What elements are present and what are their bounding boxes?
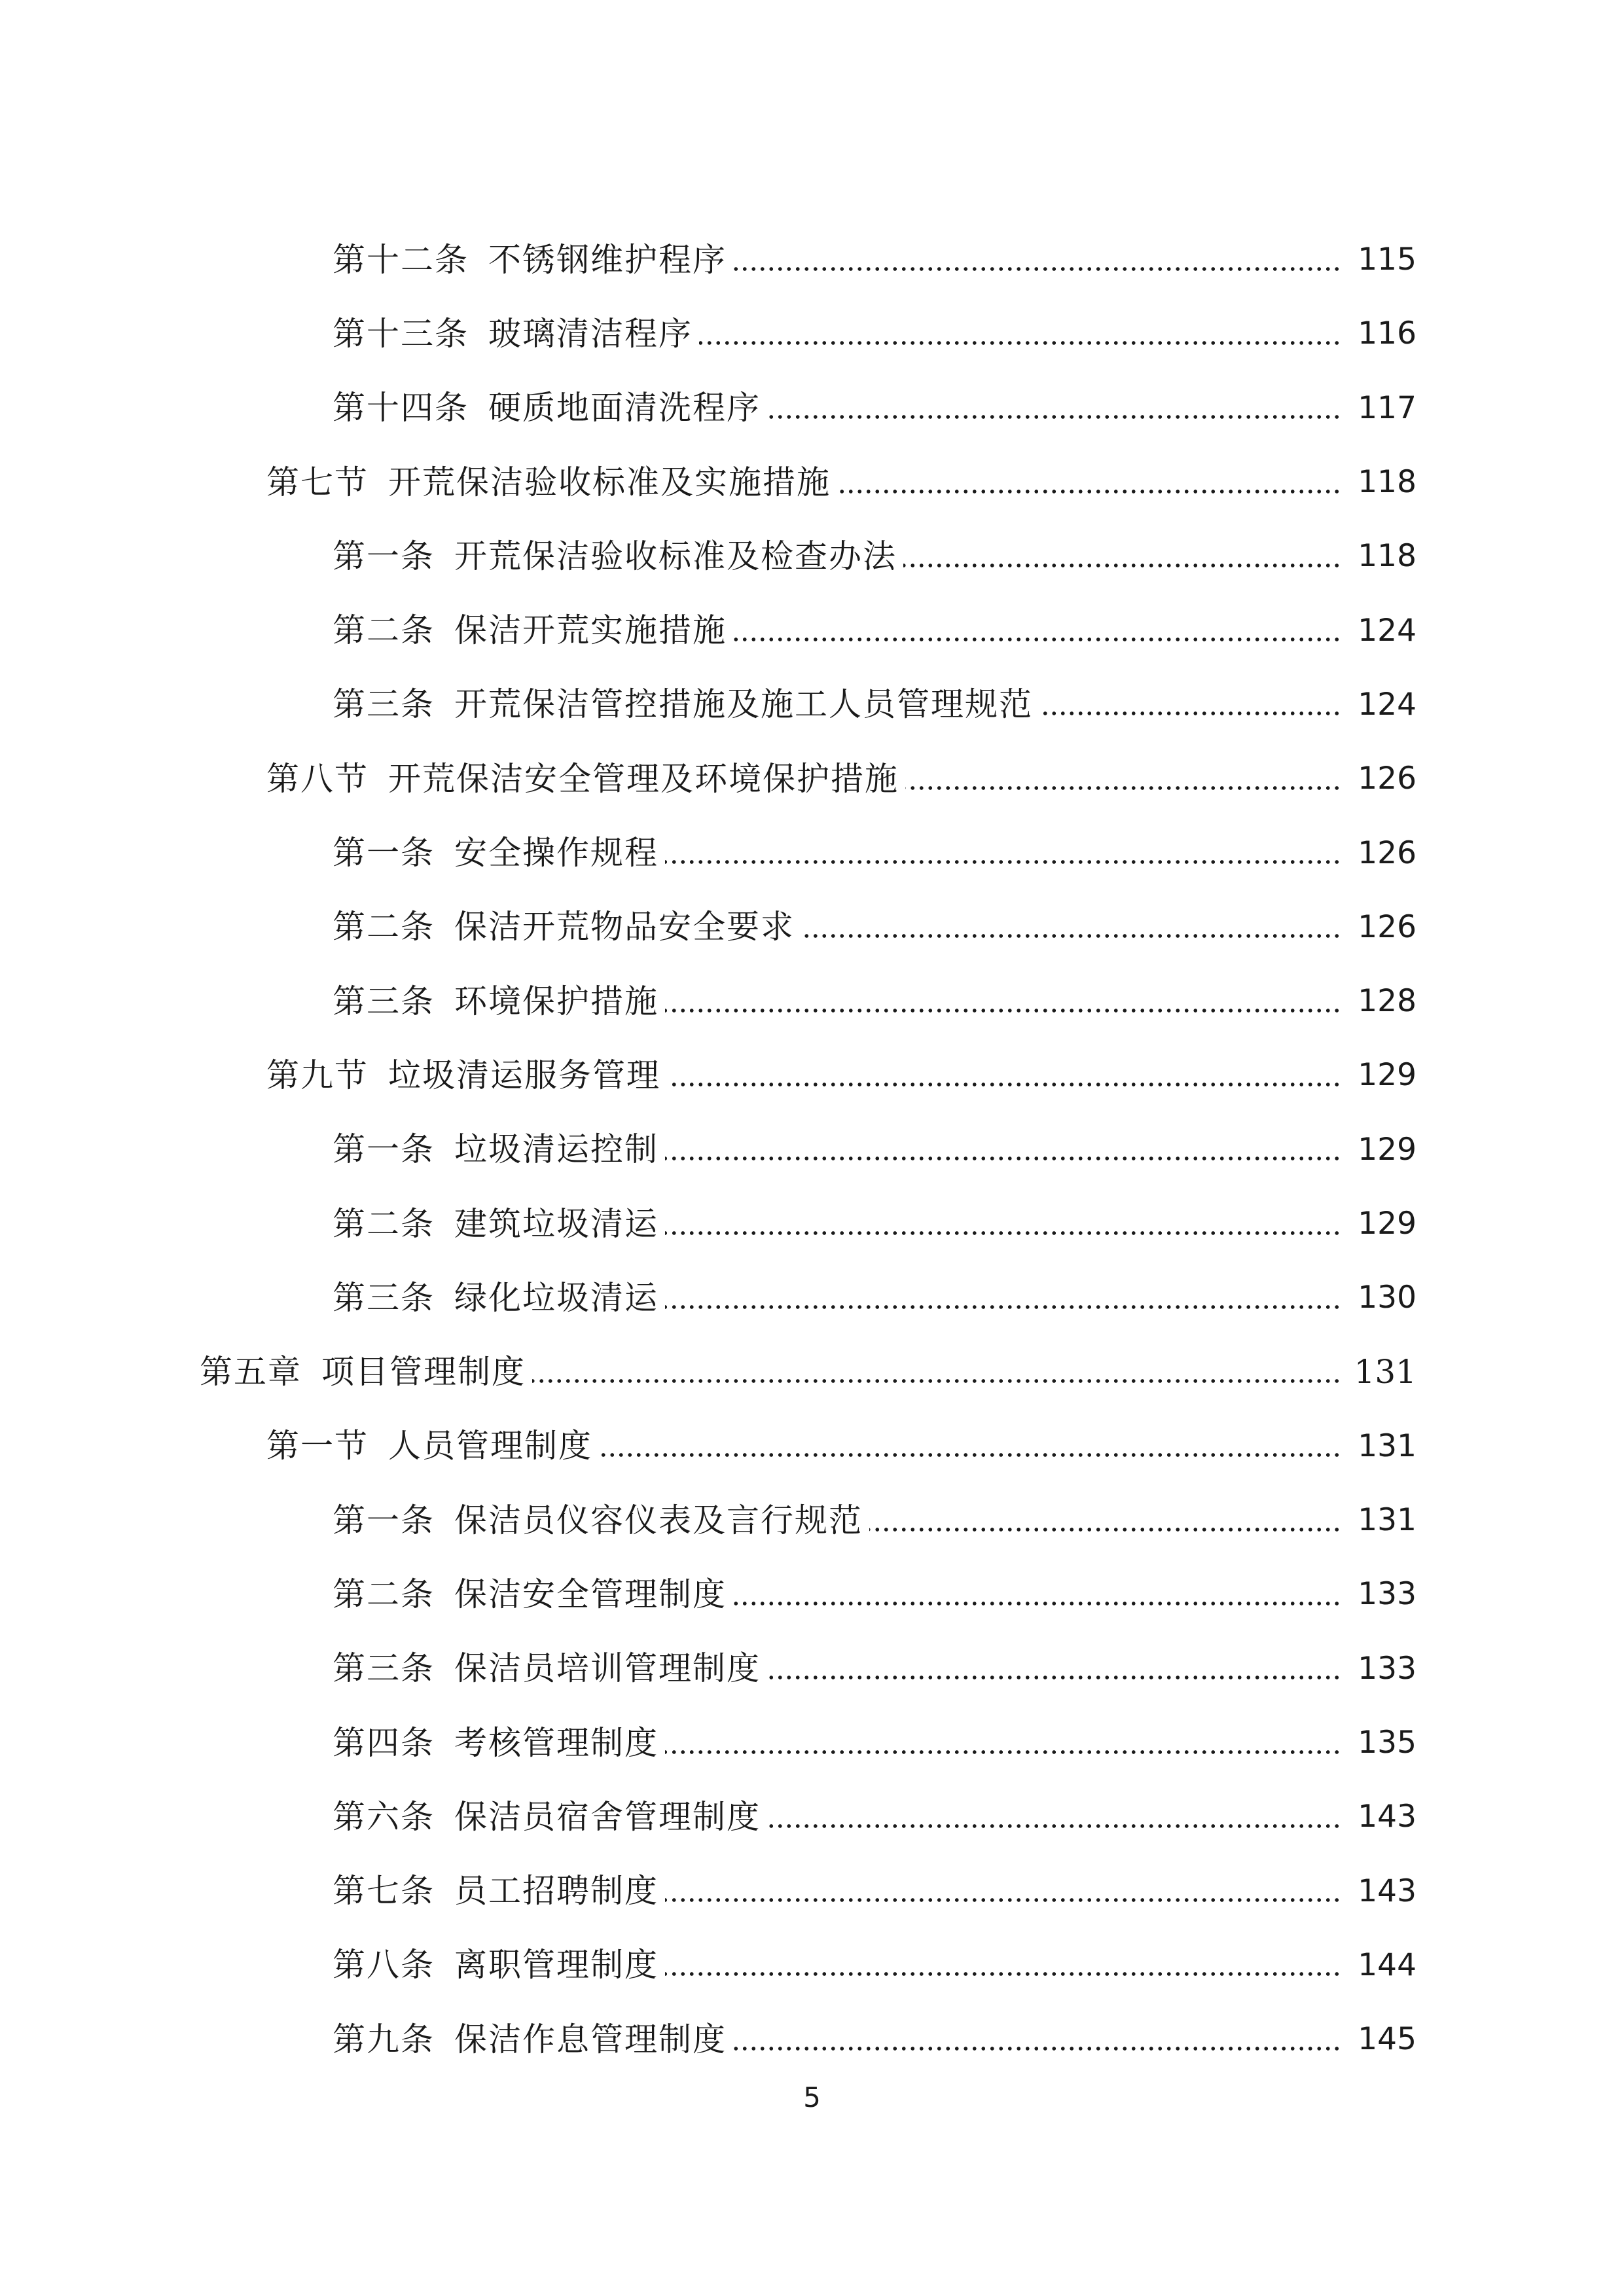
toc-entry[interactable]	[0, 1335, 1624, 1408]
toc-entry-page: 118	[1358, 538, 1416, 575]
toc-entry-number: 第一条	[333, 834, 435, 872]
toc-entry-label	[333, 1204, 659, 1243]
toc-entry[interactable]	[0, 1187, 1624, 1261]
toc-entry-page: 117	[1358, 389, 1416, 426]
dot-leader	[767, 414, 1341, 420]
dot-leader	[903, 562, 1341, 569]
toc-entry[interactable]	[0, 371, 1624, 445]
toc-entry-page: 126	[1358, 908, 1416, 945]
dot-leader	[801, 933, 1341, 939]
dot-leader	[869, 1526, 1341, 1533]
toc-entry-page: 133	[1358, 1576, 1416, 1613]
toc-entry-title: 开荒保洁验收标准及检查办法	[454, 537, 897, 575]
toc-entry-title: 不锈钢维护程序	[488, 240, 727, 279]
toc-entry-title: 员工招聘制度	[454, 1872, 659, 1910]
toc-entry-page: 143	[1358, 1873, 1416, 1909]
toc-entry-label	[333, 1130, 659, 1169]
toc-entry-label	[333, 1575, 727, 1613]
dot-leader	[733, 266, 1341, 272]
toc-entry-title: 保洁作息管理制度	[454, 2020, 727, 2058]
toc-entry-number: 第四条	[333, 1723, 435, 1762]
toc-entry-number: 第十三条	[333, 314, 469, 353]
toc-entry-number: 第十四条	[333, 389, 469, 427]
dot-leader	[665, 1304, 1341, 1310]
toc-entry-page: 144	[1358, 1946, 1416, 1983]
dot-leader	[665, 1971, 1341, 1977]
toc-entry-number: 第八条	[333, 1946, 435, 1984]
dot-leader	[733, 636, 1341, 643]
dot-leader	[665, 1155, 1341, 1162]
toc-entry[interactable]	[0, 1780, 1624, 1854]
toc-entry[interactable]	[0, 668, 1624, 742]
toc-entry-page: 129	[1358, 1131, 1416, 1168]
toc-entry-number: 第五章	[200, 1353, 302, 1391]
toc-entry-label	[333, 1723, 659, 1762]
toc-entry-label	[333, 1501, 863, 1539]
toc-entry-number: 第三条	[333, 685, 435, 724]
dot-leader	[767, 1674, 1341, 1681]
toc-entry[interactable]	[0, 1038, 1624, 1112]
toc-entry[interactable]	[0, 742, 1624, 816]
toc-entry-page: 124	[1358, 612, 1416, 649]
toc-entry[interactable]	[0, 593, 1624, 667]
toc-entry-number: 第一条	[333, 1501, 435, 1539]
toc-entry-title: 保洁开荒物品安全要求	[454, 908, 795, 946]
toc-entry-page: 118	[1358, 464, 1416, 501]
toc-entry-page: 131	[1358, 1427, 1416, 1464]
toc-entry-title: 保洁员培训管理制度	[454, 1649, 761, 1688]
toc-entry-title: 玻璃清洁程序	[488, 314, 693, 353]
toc-entry[interactable]	[0, 1483, 1624, 1557]
toc-entry-title: 保洁员仪容仪表及言行规范	[454, 1501, 863, 1539]
toc-entry-page: 133	[1358, 1650, 1416, 1687]
toc-entry-number: 第一条	[333, 537, 435, 575]
toc-entry-page: 126	[1358, 834, 1416, 871]
dot-leader	[532, 1378, 1341, 1384]
toc-entry-title: 人员管理制度	[388, 1427, 592, 1465]
table-of-contents	[0, 223, 1624, 2076]
dot-leader	[699, 340, 1341, 346]
toc-entry-number: 第九节	[266, 1056, 369, 1094]
toc-entry-title: 保洁开荒实施措施	[454, 611, 727, 650]
toc-entry[interactable]	[0, 296, 1624, 370]
toc-entry-number: 第一条	[333, 1130, 435, 1169]
toc-entry[interactable]	[0, 1706, 1624, 1780]
toc-entry-label	[266, 1427, 592, 1465]
toc-entry-title: 垃圾清运服务管理	[388, 1056, 660, 1094]
toc-entry[interactable]	[0, 1261, 1624, 1335]
toc-entry[interactable]	[0, 1854, 1624, 1928]
dot-leader	[837, 488, 1341, 495]
toc-entry-label	[266, 759, 899, 798]
toc-entry-label	[333, 240, 727, 279]
dot-leader	[665, 1230, 1341, 1236]
toc-entry-number: 第七节	[266, 463, 369, 501]
toc-entry-page: 129	[1358, 1206, 1416, 1242]
toc-entry-number: 第二条	[333, 908, 435, 946]
toc-entry[interactable]	[0, 519, 1624, 593]
toc-entry-label	[333, 1797, 761, 1836]
dot-leader	[665, 1007, 1341, 1014]
toc-entry-number: 第二条	[333, 1204, 435, 1243]
dot-leader	[767, 1823, 1341, 1829]
toc-entry-page: 129	[1358, 1057, 1416, 1094]
toc-entry-title: 保洁安全管理制度	[454, 1575, 727, 1613]
toc-entry-page: 124	[1358, 686, 1416, 723]
toc-entry-label	[266, 1056, 660, 1094]
dot-leader	[665, 1897, 1341, 1903]
toc-entry-label	[333, 1946, 659, 1984]
toc-entry-title: 开荒保洁管控措施及施工人员管理规范	[454, 685, 1033, 724]
toc-entry-number: 第九条	[333, 2020, 435, 2058]
toc-entry-page: 130	[1358, 1280, 1416, 1316]
toc-entry-number: 第二条	[333, 1575, 435, 1613]
dot-leader	[599, 1452, 1341, 1458]
toc-entry-number: 第六条	[333, 1797, 435, 1836]
toc-entry-label	[333, 1872, 659, 1910]
toc-entry[interactable]	[0, 1409, 1624, 1483]
toc-entry-title: 开荒保洁安全管理及环境保护措施	[388, 759, 899, 798]
toc-entry[interactable]	[0, 1632, 1624, 1706]
page-number: 5	[803, 2081, 821, 2113]
toc-entry-label	[333, 389, 761, 427]
toc-entry-title: 垃圾清运控制	[454, 1130, 659, 1169]
toc-entry-page: 131	[1354, 1353, 1416, 1391]
toc-entry-title: 硬质地面清洗程序	[488, 389, 761, 427]
toc-entry-label	[333, 537, 897, 575]
toc-entry[interactable]	[0, 1928, 1624, 2002]
toc-entry[interactable]	[0, 2002, 1624, 2076]
toc-entry-page: 135	[1358, 1725, 1416, 1761]
toc-entry-label	[333, 982, 659, 1020]
toc-entry[interactable]	[0, 223, 1624, 296]
toc-entry[interactable]	[0, 445, 1624, 519]
toc-entry-number: 第七条	[333, 1872, 435, 1910]
toc-entry-title: 绿化垃圾清运	[454, 1278, 659, 1317]
toc-entry-title: 考核管理制度	[454, 1723, 659, 1762]
toc-entry-page: 115	[1358, 242, 1416, 278]
dot-leader	[733, 1600, 1341, 1607]
toc-entry-label	[200, 1353, 526, 1391]
toc-entry[interactable]	[0, 964, 1624, 1038]
toc-entry-title: 安全操作规程	[454, 834, 659, 872]
toc-entry-number: 第二条	[333, 611, 435, 650]
toc-entry-number: 第三条	[333, 1278, 435, 1317]
toc-entry-page: 126	[1358, 761, 1416, 797]
toc-entry-label	[333, 685, 1033, 724]
toc-entry-number: 第十二条	[333, 240, 469, 279]
dot-leader	[733, 2045, 1341, 2052]
toc-entry-label	[333, 314, 693, 353]
toc-entry-label	[333, 611, 727, 650]
toc-entry-title: 建筑垃圾清运	[454, 1204, 659, 1243]
toc-entry-label	[333, 2020, 727, 2058]
toc-entry-title: 项目管理制度	[321, 1353, 526, 1391]
toc-entry-label	[333, 834, 659, 872]
toc-entry-page: 116	[1358, 315, 1416, 352]
toc-entry-number: 第一节	[266, 1427, 369, 1465]
toc-entry-number: 第三条	[333, 982, 435, 1020]
toc-entry-page: 145	[1358, 2021, 1416, 2058]
toc-entry-title: 保洁员宿舍管理制度	[454, 1797, 761, 1836]
dot-leader	[905, 785, 1341, 791]
toc-entry-title: 开荒保洁验收标准及实施措施	[388, 463, 831, 501]
toc-entry-label	[333, 1649, 761, 1688]
toc-entry-number: 第三条	[333, 1649, 435, 1688]
dot-leader	[665, 1749, 1341, 1755]
dot-leader	[667, 1081, 1341, 1088]
toc-entry[interactable]	[0, 1113, 1624, 1187]
toc-entry-title: 离职管理制度	[454, 1946, 659, 1984]
toc-entry[interactable]	[0, 1557, 1624, 1631]
toc-entry[interactable]	[0, 890, 1624, 964]
toc-entry-page: 128	[1358, 983, 1416, 1020]
toc-entry-label	[333, 908, 795, 946]
toc-entry-number: 第八节	[266, 759, 369, 798]
toc-entry-page: 143	[1358, 1799, 1416, 1835]
toc-entry-page: 131	[1358, 1502, 1416, 1539]
toc-entry-label	[333, 1278, 659, 1317]
dot-leader	[665, 859, 1341, 865]
toc-entry[interactable]	[0, 816, 1624, 889]
dot-leader	[1039, 710, 1341, 717]
toc-entry-title: 环境保护措施	[454, 982, 659, 1020]
toc-entry-label	[266, 463, 831, 501]
